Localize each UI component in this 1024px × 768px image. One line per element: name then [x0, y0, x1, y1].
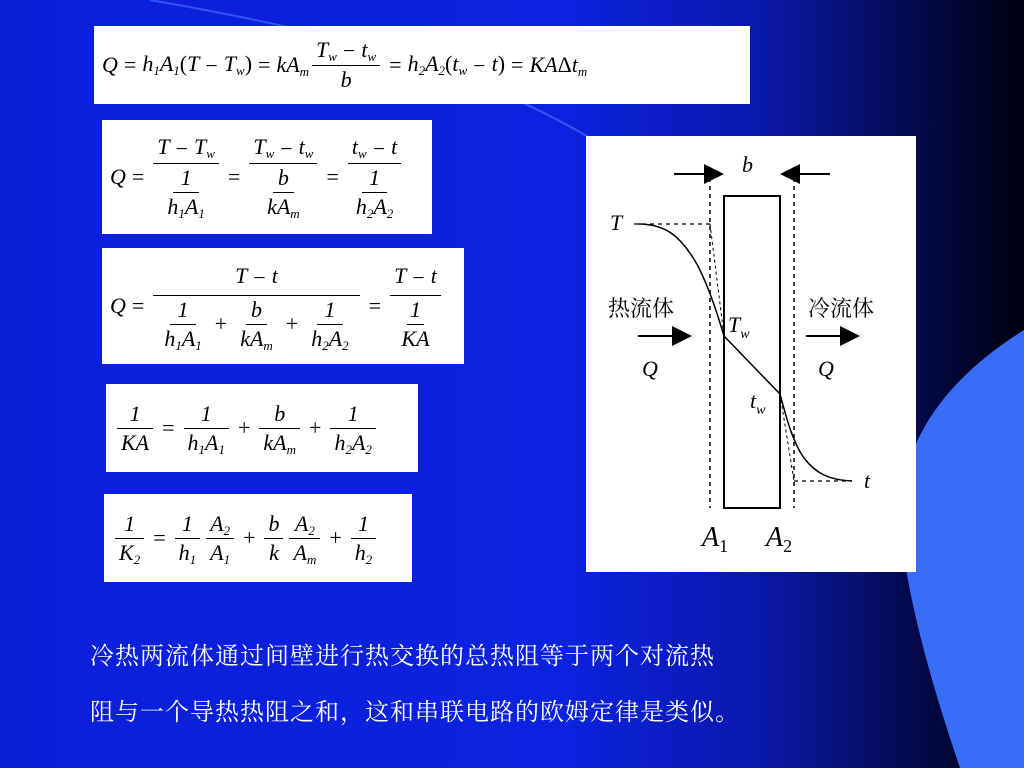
cold-film-tangent [780, 394, 794, 481]
wall-rectangle [724, 196, 780, 508]
equation-overall-coefficient: $\frac{1}{KA}$ = $\frac{1}{h_1A_1}$ + $\frac{b}{kA_m}$ + $\frac{1}{h_2A_2}$ [106, 384, 418, 472]
equation-heat-flow-chain: Q = $h_1A_1(T - T_w)$ = $kA_m$ $\frac{T_w - t_w}{b}$ = $h_2A_2(t_w - t)$ = KAΔt$_m$ [94, 26, 750, 104]
caption-line-2: 阻与一个导热热阻之和，这和串联电路的欧姆定律是类似。 [90, 698, 740, 726]
equation-total-resistance: Q = T − t $\frac{1}{h_1A_1}$ + $\frac{b}{kA_m}$ + $\frac{1}{h_2A_2}$ = $\frac{T - t}{\frac{1}{KA}}$ [102, 248, 464, 364]
equation-K2-coefficient: $\frac{1}{K_2}$ = $\frac{1}{h_1}$ $\frac{A_2}{A_1}$ + $\frac{b}{k}$ $\frac{A_2}{A_m}$ + $\frac{1}{h_2}$ [104, 494, 412, 582]
label-t: t [864, 468, 871, 493]
label-Q-right: Q [818, 356, 834, 381]
label-cold-fluid: 冷流体 [808, 297, 875, 322]
label-Tw: $T_w$ [728, 312, 750, 342]
equation-resistance-form: Q = $\frac{T - T_w}{\frac{1}{h_1A_1}}$ = $\frac{T_w - t_w}{\frac{b}{kA_m}}$ = $\frac{t_w - t}{\frac{1}{h_2A_2}}$ [102, 120, 432, 234]
hot-film-tangent [710, 224, 724, 336]
label-T: T [610, 210, 623, 235]
label-A1: $A_1$ [702, 522, 729, 556]
cold-side-profile [780, 394, 852, 481]
label-hot-fluid: 热流体 [608, 297, 675, 322]
wall-temperature-diagram [586, 136, 916, 572]
label-A2: $A_2$ [766, 522, 793, 556]
caption-line-1: 冷热两流体通过间壁进行热交换的总热阻等于两个对流热 [90, 642, 715, 670]
label-b: b [742, 152, 753, 177]
wall-diagram-svg [586, 136, 916, 572]
label-Q-left: Q [642, 356, 658, 381]
wall-profile [724, 336, 780, 394]
label-tw: $t_w$ [750, 388, 766, 418]
